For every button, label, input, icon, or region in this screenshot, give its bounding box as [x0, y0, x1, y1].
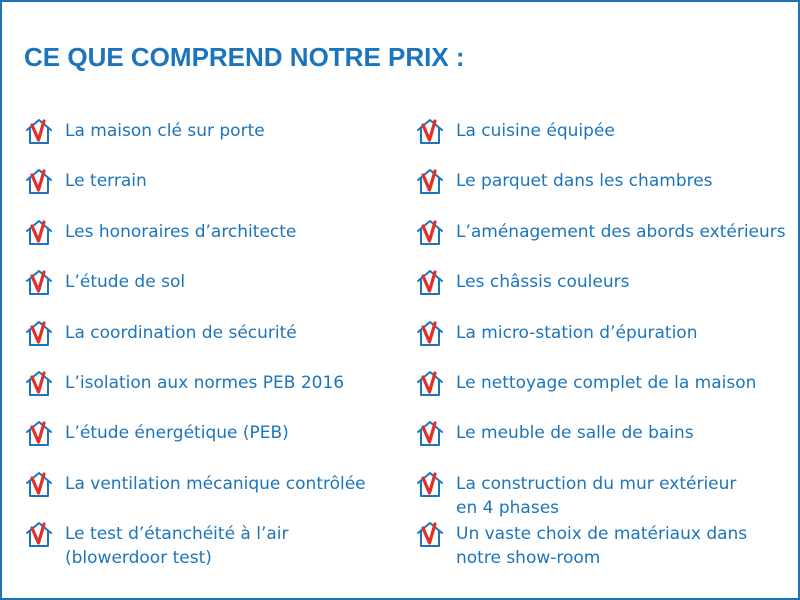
list-item — [24, 266, 394, 316]
page-title: CE QUE COMPREND NOTRE PRIX : — [24, 42, 465, 72]
item-label: L’étude de sol — [65, 272, 186, 293]
house-check-icon — [415, 419, 445, 449]
house-check-icon — [24, 419, 54, 449]
item-label: Le meuble de salle de bains — [456, 423, 694, 444]
item-label: L’étude énergétique (PEB) — [65, 423, 289, 444]
item-label: Le terrain — [65, 171, 147, 192]
house-check-icon — [415, 319, 445, 349]
house-check-icon — [24, 369, 54, 399]
list-item — [24, 317, 394, 367]
list-item — [24, 468, 394, 518]
house-check-icon — [415, 167, 445, 197]
house-check-icon — [24, 117, 54, 147]
list-item — [415, 115, 795, 165]
item-label: L’aménagement des abords extérieurs — [456, 221, 786, 242]
included-list-left — [24, 115, 394, 569]
item-label: Le parquet dans les chambres — [456, 171, 713, 192]
item-label: La ventilation mécanique contrôlée — [65, 473, 366, 494]
included-list-right — [415, 115, 795, 569]
list-item — [24, 115, 394, 165]
list-item — [24, 165, 394, 215]
item-label: Les honoraires d’architecte — [65, 221, 297, 242]
list-item — [415, 518, 795, 568]
item-label: Le test d’étanchéité à l’air (blowerdoor test) — [65, 524, 289, 569]
list-item — [24, 518, 394, 568]
list-item — [415, 468, 795, 518]
list-item — [24, 417, 394, 467]
house-check-icon — [415, 369, 445, 399]
item-label: La coordination de sécurité — [65, 322, 297, 343]
list-item — [415, 317, 795, 367]
item-label: La maison clé sur porte — [65, 121, 265, 141]
house-check-icon — [24, 268, 54, 298]
list-item — [415, 165, 795, 215]
list-item — [415, 367, 795, 417]
list-item — [24, 367, 394, 417]
house-check-icon — [24, 520, 54, 550]
house-check-icon — [415, 470, 445, 500]
house-check-icon — [24, 218, 54, 248]
house-check-icon — [415, 218, 445, 248]
item-label: Le nettoyage complet de la maison — [456, 372, 757, 393]
item-label: La cuisine équipée — [456, 121, 615, 141]
list-item — [24, 216, 394, 266]
house-check-icon — [24, 470, 54, 500]
item-label: Les châssis couleurs — [456, 272, 630, 293]
house-check-icon — [24, 319, 54, 349]
item-label: La construction du mur extérieur en 4 phases — [456, 473, 737, 518]
list-item — [415, 417, 795, 467]
list-item — [415, 266, 795, 316]
item-label: Un vaste choix de matériaux dans notre show-room — [456, 524, 748, 569]
house-check-icon — [415, 268, 445, 298]
house-check-icon — [415, 520, 445, 550]
list-item — [415, 216, 795, 266]
house-check-icon — [24, 167, 54, 197]
house-check-icon — [415, 117, 445, 147]
item-label: L’isolation aux normes PEB 2016 — [65, 372, 345, 393]
item-label: La micro-station d’épuration — [456, 322, 698, 343]
